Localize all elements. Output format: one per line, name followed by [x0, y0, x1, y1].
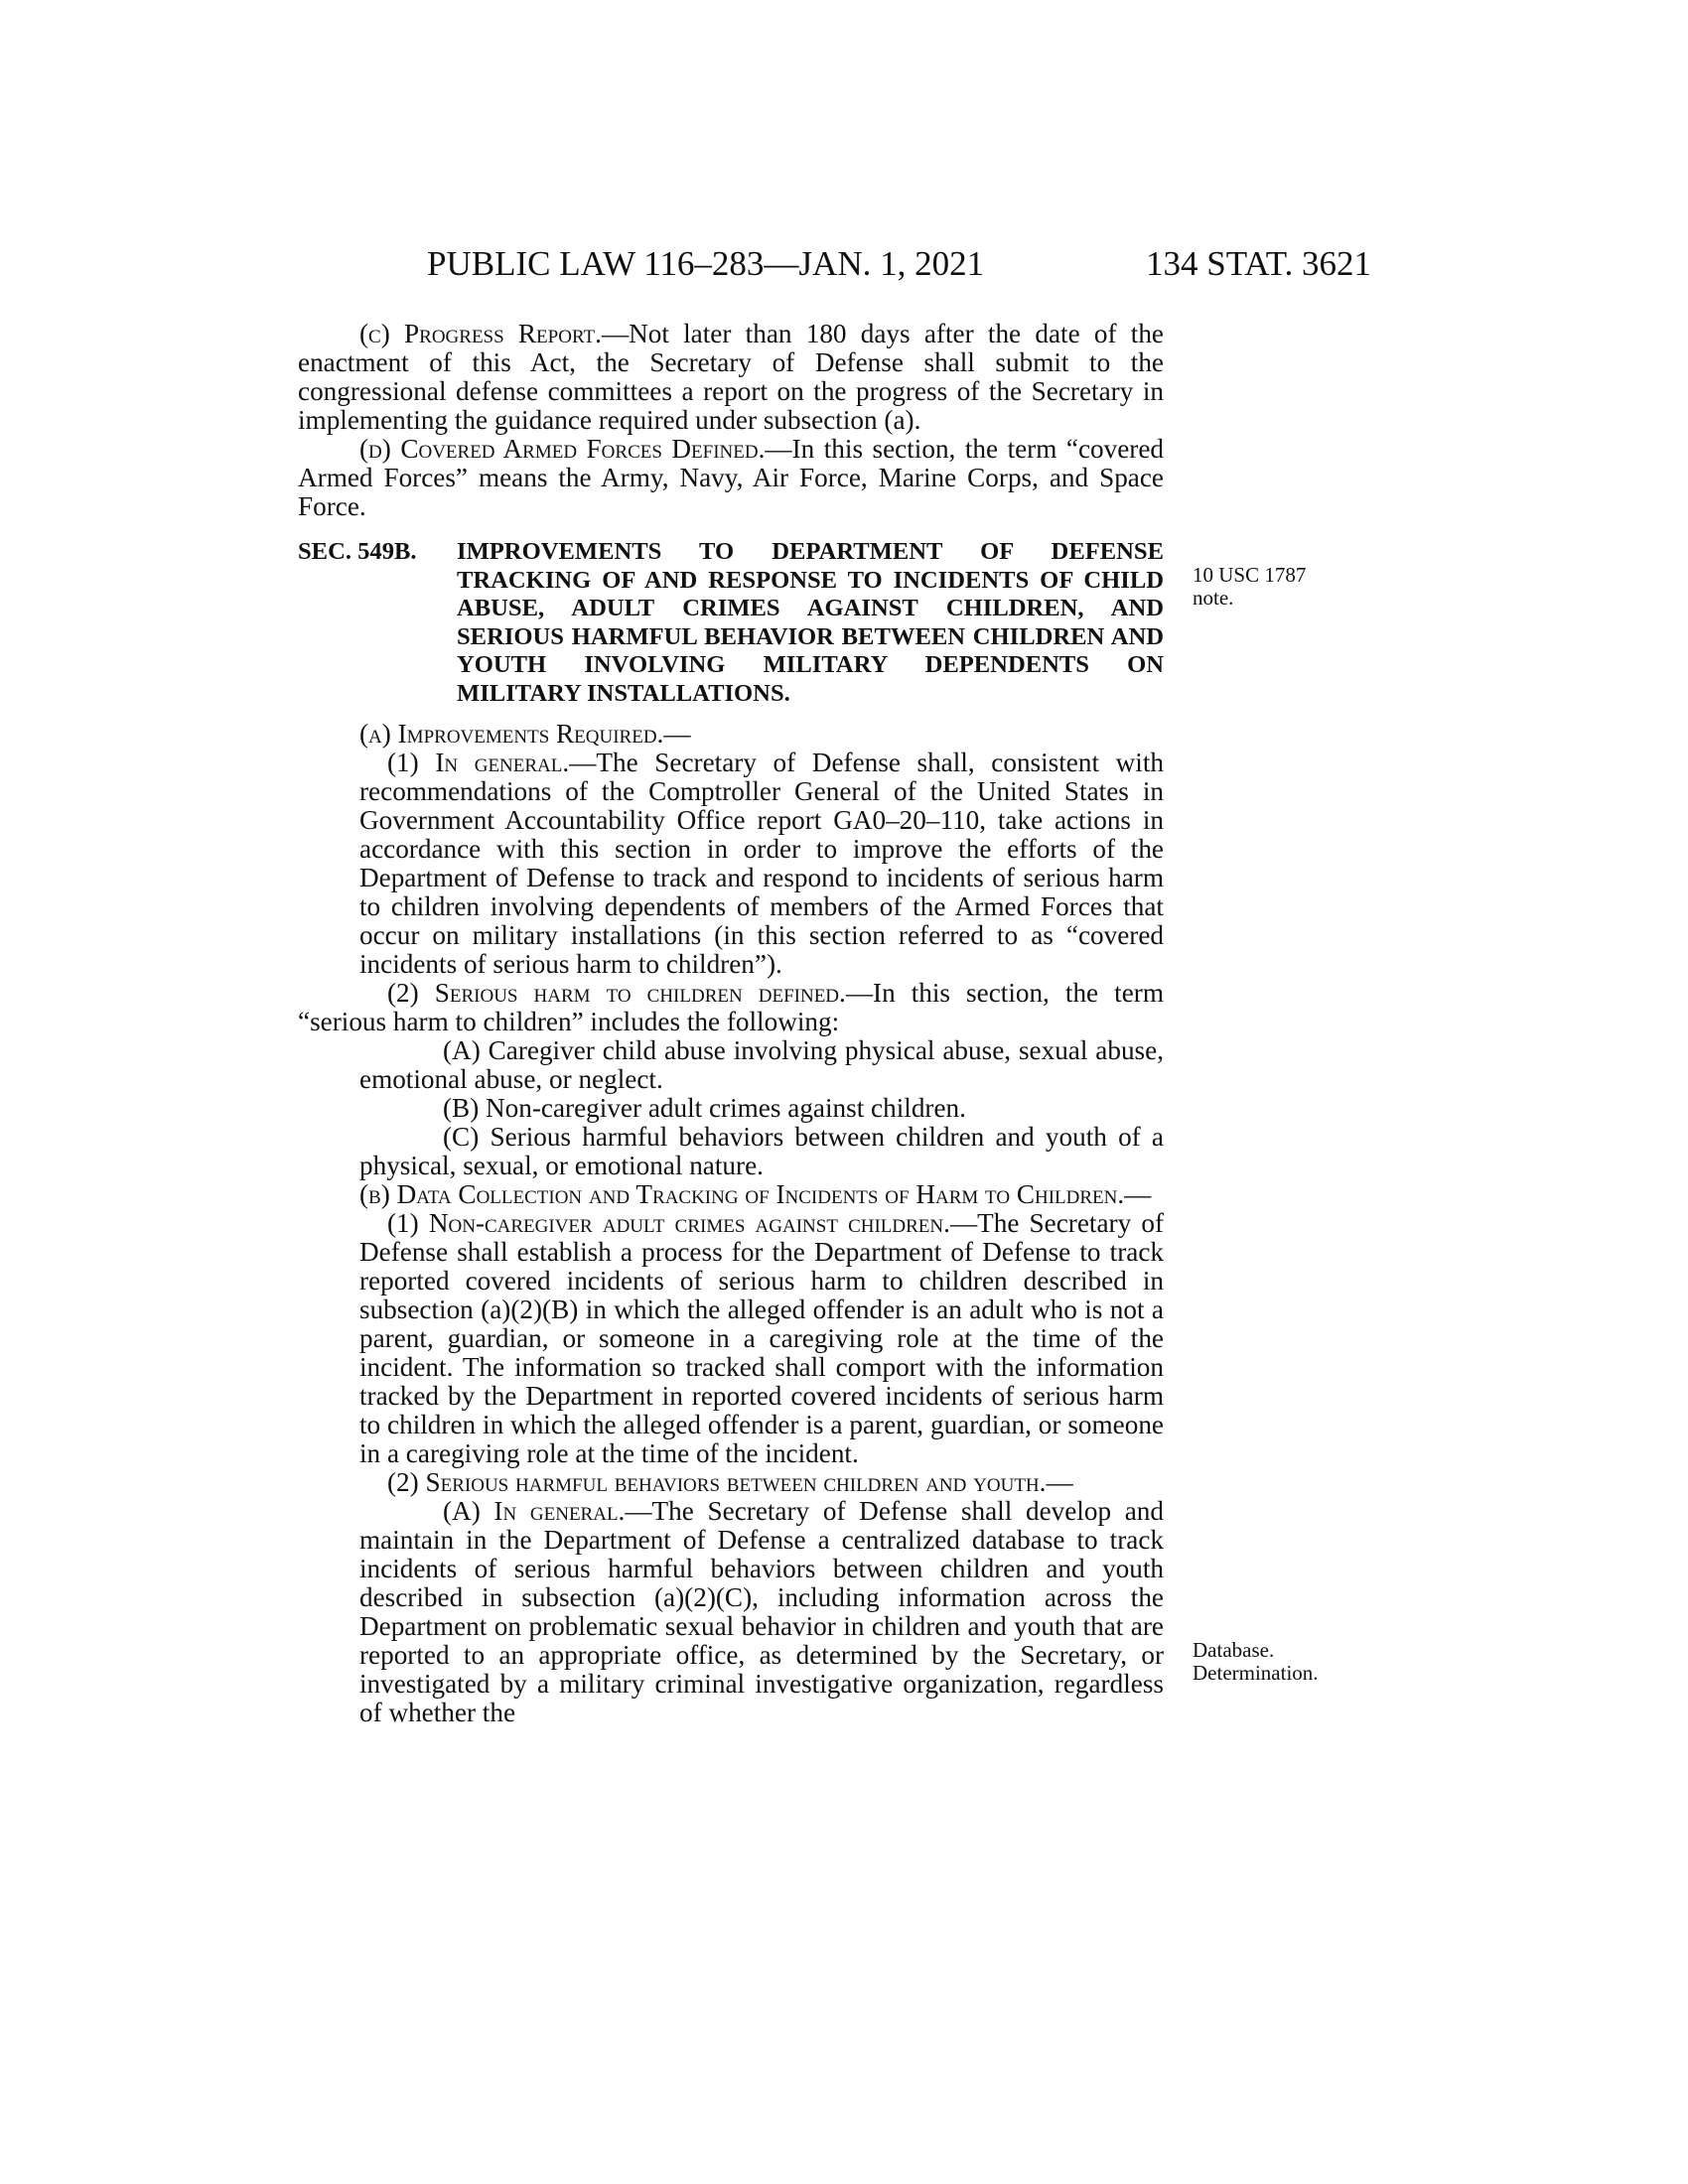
paragraph-b1	[298, 1209, 1164, 1468]
subparagraph-a2A: (A) Caregiver child abuse involving physical abuse, sexual abuse, emotional abuse, or neglect.	[359, 1035, 1164, 1094]
subsection-c-text: —Not later than 180 days after the date of the enactment of this Act, the Secretary of Defense shall submit to the congressional defense committees a report on the progress of the Secretary in implementing the guidance required under subsection (a).	[298, 319, 1164, 435]
page-stat-number: 134 STAT. 3621	[1146, 244, 1371, 283]
subparagraph-b2A-text: —The Secretary of Defense shall develop and maintain in the Department of Defense a centralized database to track incidents of serious harmful behaviors between children and youth described in subsection (a)(2)(C), including information across the Department on problematic sexual behavior in children and youth that are reported to an appropriate office, as determined by the Secretary, or investigated by a military criminal investigative organization, regardless of whether the	[359, 1496, 1164, 1727]
paragraph-a2-heading: (2) Serious harm to children defined.	[387, 978, 846, 1008]
subparagraph-b2A	[298, 1497, 1164, 1727]
subsection-d-heading: (d) Covered Armed Forces Defined.	[359, 434, 766, 464]
margin-note-database: Database. Determination.	[1193, 1638, 1319, 1685]
subsection-c	[298, 320, 1164, 435]
subsection-d	[298, 435, 1164, 521]
running-header: PUBLIC LAW 116–283—JAN. 1, 2021	[427, 244, 985, 283]
paragraph-b1-text: —The Secretary of Defense shall establish a process for the Department of Defense to track reported covered incidents of serious harm to children described in subsection (a)(2)(B) in which the alleged offender is an adult who is not a parent, guardian, or someone in a caregiving role at the time of the incident. The information so tracked shall comport with the information tracked by the Department in reported covered incidents of serious harm to children in which the alleged offender is a parent, guardian, or someone in a caregiving role at the time of the incident.	[359, 1208, 1164, 1468]
paragraph-a2	[298, 979, 1164, 1036]
paragraph-b2-heading	[298, 1468, 1164, 1497]
paragraph-a2-text: —In this section, the term “serious harm to children” includes the following:	[298, 978, 1165, 1036]
margin-note-usc-citation: 10 USC 1787 note.	[1193, 563, 1307, 610]
subparagraph-a2B: (B) Non-caregiver adult crimes against children.	[443, 1093, 966, 1123]
statute-text	[298, 320, 1164, 1727]
section-title: IMPROVEMENTS TO DEPARTMENT OF DEFENSE TRACKING OF AND RESPONSE TO INCIDENTS OF CHILD ABUSE, ADULT CRIMES AGAINST CHILDREN, AND SERIOUS HARMFUL BEHAVIOR BETWEEN CHILDREN AND YOUTH INVOLVING MILITARY DEPENDENTS ON MILITARY INSTALLATIONS.	[457, 538, 1164, 707]
subsection-b-heading-text: (b) Data Collection and Tracking of Incidents of Harm to Children.—	[359, 1179, 1152, 1209]
paragraph-a1-heading: (1) In general.	[387, 748, 570, 777]
paragraph-b1-heading: (1) Non-caregiver adult crimes against children.	[387, 1208, 950, 1238]
paragraph-a1-text: —The Secretary of Defense shall, consistent with recommendations of the Comptroller General of the United States in Government Accountability Office report GA0–20–110, take actions in accordance with this section in order to improve the efforts of the Department of Defense to track and respond to incidents of serious harm to children involving dependents of members of the Armed Forces that occur on military installations (in this section referred to as “covered incidents of serious harm to children”).	[359, 748, 1164, 979]
subsection-d-text: —In this section, the term “covered Armed Forces” means the Army, Navy, Air Force, Marine Corps, and Space Force.	[298, 434, 1164, 521]
subparagraph-b2A-heading: (A) In general.	[443, 1496, 626, 1526]
paragraph-b2-heading-text: (2) Serious harmful behaviors between children and youth.—	[387, 1467, 1073, 1497]
subsection-c-heading: (c) Progress Report.	[359, 319, 602, 348]
paragraph-a1	[298, 749, 1164, 979]
section-heading	[298, 538, 1164, 708]
subsection-b-heading	[298, 1180, 1164, 1209]
subparagraph-a2C: (C) Serious harmful behaviors between children and youth of a physical, sexual, or emotional nature.	[359, 1122, 1164, 1180]
section-number: SEC. 549B.	[298, 538, 417, 565]
subsection-a-heading-text: (a) Improvements Required.—	[359, 719, 691, 749]
subsection-a-heading	[298, 720, 1164, 749]
